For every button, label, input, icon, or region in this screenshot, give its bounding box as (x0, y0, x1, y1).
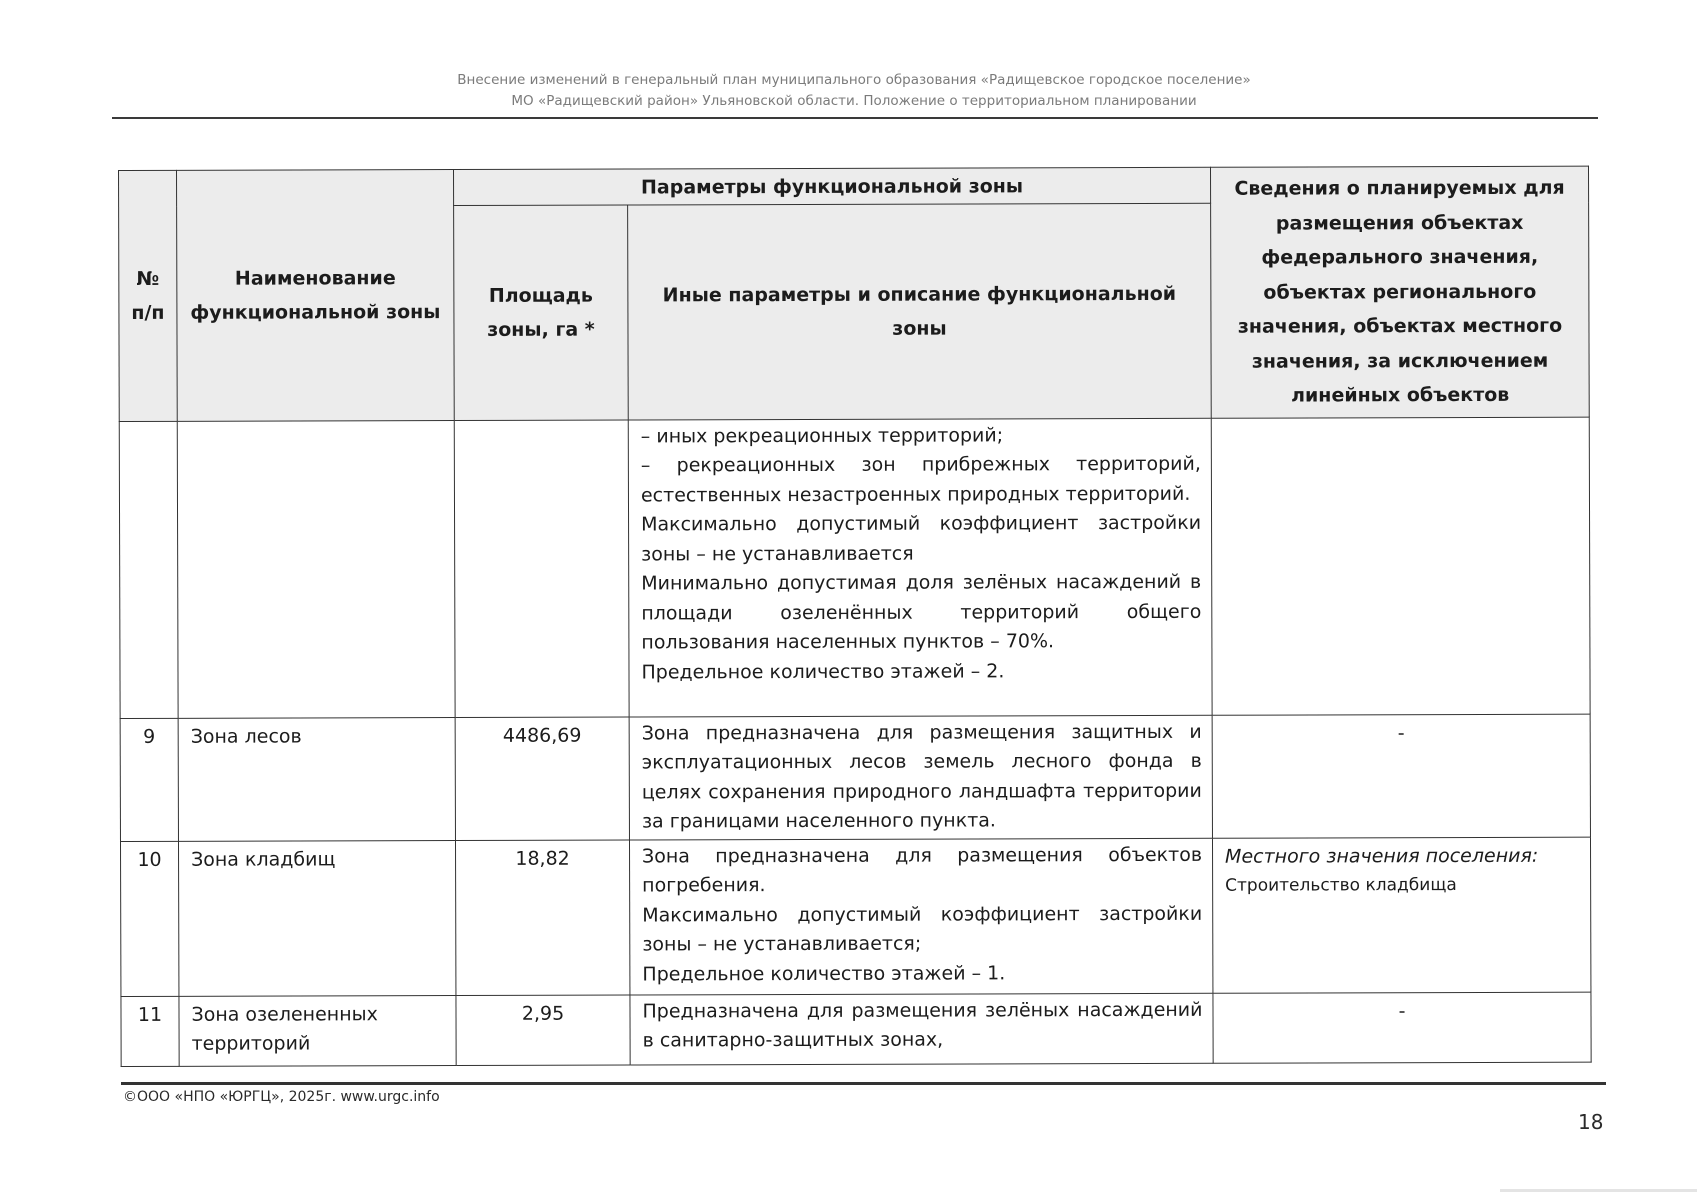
header-objects-info: Сведения о планируемых для размещения объектах федерального значения, объектах регионального значения, объектах местного значения, за исключением линейных объектов (1210, 166, 1589, 418)
table-row (121, 992, 1591, 1066)
header-line-1: Внесение изменений в генеральный план муниципального образования «Радищевское городское поселение» (457, 72, 1251, 88)
description-paragraph: Максимально допустимый коэффициент застройки зоны – не устанавливается; (642, 902, 1203, 956)
scan-edge-line (1500, 1189, 1697, 1192)
table-row (120, 837, 1590, 996)
page-number: 18 (1578, 1110, 1604, 1134)
description-paragraph: Зона предназначена для размещения защитных и эксплуатационных лесов земель лесного фонда в целях сохранения природного ландшафта территории за границами населенного пункта. (641, 720, 1202, 833)
description-paragraph: Максимально допустимый коэффициент застройки зоны – не устанавливается (641, 511, 1202, 565)
functional-zones-table (118, 166, 1592, 1067)
objects-info-dash: - (1398, 999, 1406, 1022)
row-number: 10 (120, 841, 178, 996)
footer-copyright: ©ООО «НПО «ЮРГЦ», 2025г. www.urgc.info (123, 1089, 440, 1105)
header-other-params: Иные параметры и описание функциональной зоны (628, 203, 1212, 419)
zone-description (629, 838, 1212, 995)
zone-description (630, 993, 1213, 1065)
objects-info (1212, 837, 1590, 993)
objects-info (1211, 417, 1590, 715)
zone-description (628, 418, 1212, 717)
description-paragraph: Предельное количество этажей – 1. (642, 961, 1006, 985)
description-paragraph: – рекреационных зон прибрежных территорий, естественных незастроенных природных территорий. (640, 452, 1201, 506)
header-num: № п/п (119, 170, 178, 421)
zone-area: 2,95 (456, 994, 630, 1065)
zone-area: 4486,69 (455, 716, 629, 840)
description-paragraph: – иных рекреационных территорий; (640, 423, 1004, 447)
description-paragraph: Минимально допустимая доля зелёных насаждений в площади озеленённых территорий общего пользования населенных пунктов – 70%. (641, 570, 1202, 654)
row-number (119, 421, 178, 718)
row-number: 9 (120, 718, 178, 841)
zone-name: Зона кладбищ (178, 840, 455, 996)
header-area: Площадь зоны, га * (454, 205, 629, 420)
zone-name (177, 420, 455, 718)
zone-description (629, 715, 1212, 840)
description-paragraph: Предельное количество этажей – 2. (641, 659, 1005, 683)
header-zone-name: Наименование функциональной зоны (177, 170, 455, 421)
header-line-2: МО «Радищевский район» Ульяновской области. Положение о территориальном планировании (511, 93, 1197, 109)
description-paragraph: Предназначена для размещения зелёных насаждений в санитарно-защитных зонах, (642, 998, 1203, 1052)
footer-rule (121, 1082, 1606, 1085)
objects-info-title: Местного значения поселения: (1225, 844, 1539, 868)
description-paragraph: Зона предназначена для размещения объектов погребения. (642, 843, 1203, 897)
zone-area: 18,82 (455, 839, 629, 995)
objects-info-dash: - (1397, 721, 1405, 744)
objects-info-text: Строительство кладбища (1225, 875, 1457, 896)
table-row-continuation (119, 417, 1590, 718)
zone-name: Зона лесов (178, 717, 455, 841)
table-row (120, 714, 1590, 841)
objects-info (1212, 714, 1590, 838)
zone-area (454, 419, 629, 717)
document-header (112, 70, 1596, 112)
header-rule (112, 117, 1598, 119)
objects-info (1213, 992, 1591, 1063)
header-params-group: Параметры функциональной зоны (454, 167, 1211, 205)
row-number: 11 (121, 996, 179, 1066)
zone-name: Зона озелененных территорий (179, 995, 456, 1066)
